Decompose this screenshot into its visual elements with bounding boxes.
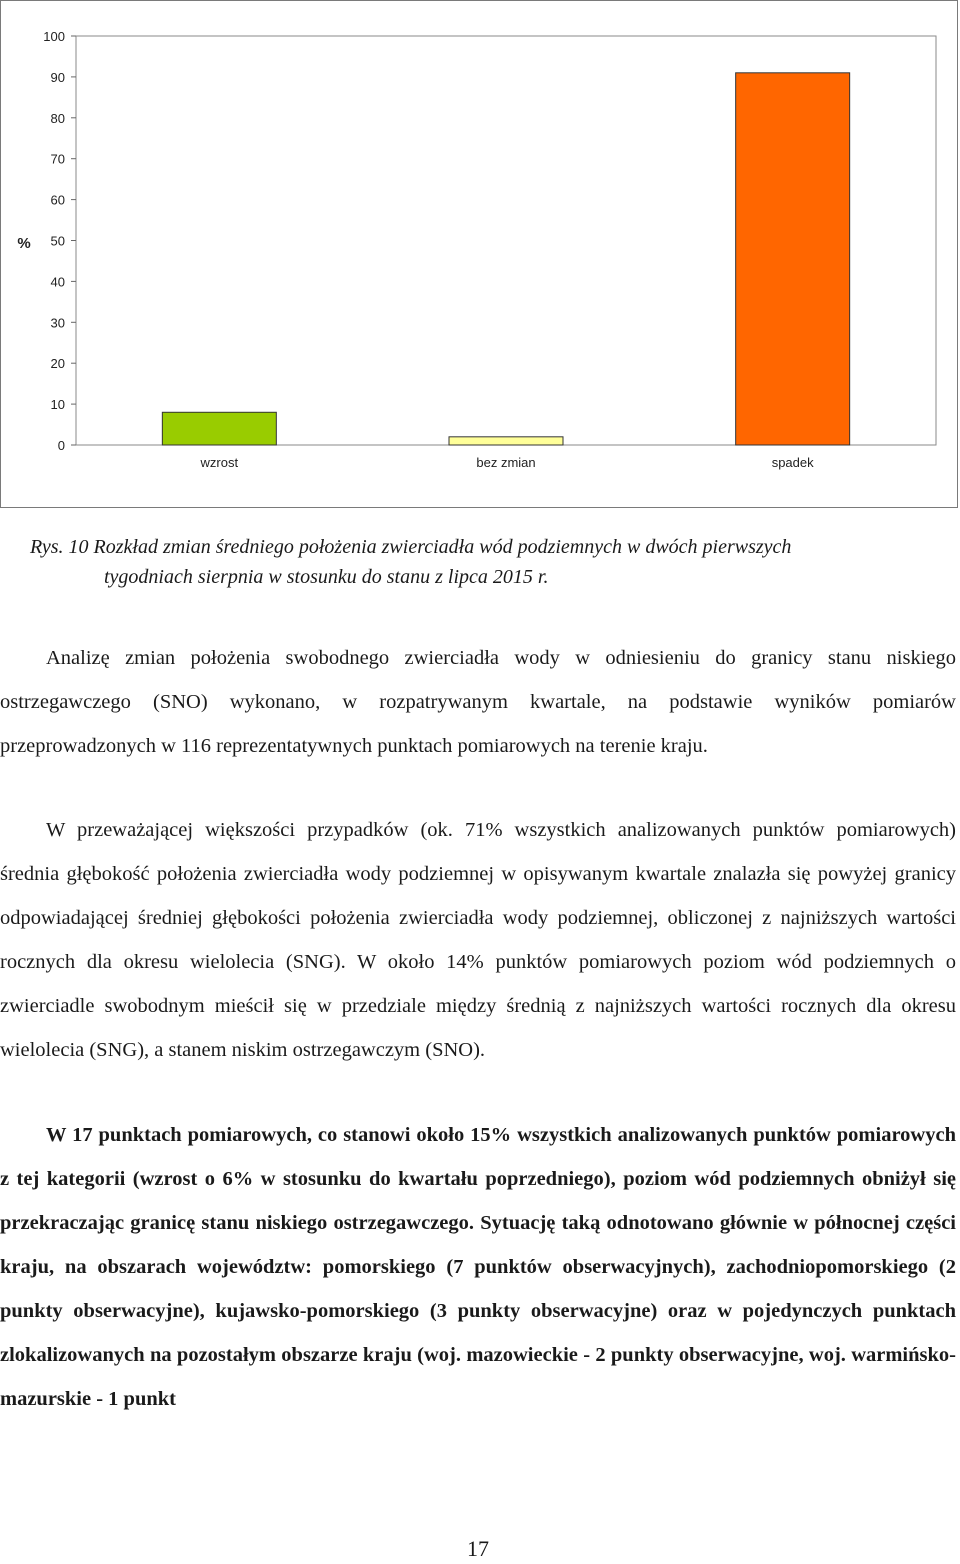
paragraph-1: Analizę zmian położenia swobodnego zwierciadła wody w odniesieniu do granicy stanu niskiego ostrzegawczego (SNO) wykonano, w rozpatrywanym kwartale, na podstawie wyników pomiarów przeprowadzonych w 116 reprezentatywnych punktach pomiarowych na terenie kraju.	[0, 647, 956, 757]
figure-caption	[30, 532, 930, 592]
y-tick-label: 100	[43, 29, 65, 44]
y-tick-label: 50	[50, 233, 65, 249]
page-number: 17	[467, 1536, 489, 1561]
bar	[449, 437, 563, 445]
bar-chart	[1, 1, 957, 507]
y-tick-label: 0	[57, 438, 65, 453]
paragraph-2: W przeważającej większości przypadków (ok. 71% wszystkich analizowanych punktów pomiarowych) średnia głębokość położenia zwierciadła wody podziemnej w opisywanym kwartale znalazła się powyżej granicy odpowiadającej średniej głębokości położenia zwierciadła wody podziemnej, obliczonej z najniższych wartości rocznych dla okresu wielolecia (SNG). W około 14% punktów pomiarowych poziom wód podziemnych o zwierciadle swobodnym mieścił się w przedziale między średnią z najniższych wartości rocznych dla okresu wielolecia (SNG), a stanem niskim ostrzegawczym (SNO).	[0, 819, 956, 1061]
bar	[162, 412, 276, 445]
paragraph-3: W 17 punktach pomiarowych, co stanowi około 15% wszystkich analizowanych punktów pomiarowych z tej kategorii (wzrost o 6% w stosunku do kwartału poprzedniego), poziom wód podziemnych obniżył się przekraczając granicę stanu niskiego ostrzegawczego. Sytuację taką odnotowano głównie w północnej części kraju, na obszarach województw: pomorskiego (7 punktów obserwacyjnych), zachodniopomorskiego (2 punkty obserwacyjne), kujawsko-pomorskiego (3 punkty obserwacyjne) oraz w pojedynczych punktach zlokalizowanych na pozostałym obszarze kraju (woj. mazowieckie - 2 punkty obserwacyjne, woj. warmińsko-mazurskie - 1 punkt	[0, 1124, 956, 1410]
y-tick-label: 20	[50, 356, 65, 372]
y-axis-label: %	[17, 235, 31, 252]
x-tick-label: wzrost	[200, 455, 239, 470]
caption-line-1: Rys. 10 Rozkład zmian średniego położenia zwierciadła wód podziemnych w dwóch pierwszych	[30, 536, 792, 558]
chart-frame	[0, 0, 958, 508]
y-tick-label: 90	[50, 69, 65, 85]
x-tick-label: bez zmian	[476, 455, 536, 470]
y-tick-label: 10	[50, 397, 65, 413]
x-tick-label: spadek	[771, 455, 814, 470]
y-tick-label: 30	[50, 315, 65, 331]
y-tick-label: 80	[50, 110, 65, 126]
y-tick-label: 60	[50, 192, 65, 208]
bar	[736, 73, 850, 445]
y-tick-label: 70	[50, 151, 65, 167]
y-tick-label: 40	[50, 274, 65, 290]
caption-line-2: tygodniach sierpnia w stosunku do stanu z lipca 2015 r.	[104, 566, 549, 588]
